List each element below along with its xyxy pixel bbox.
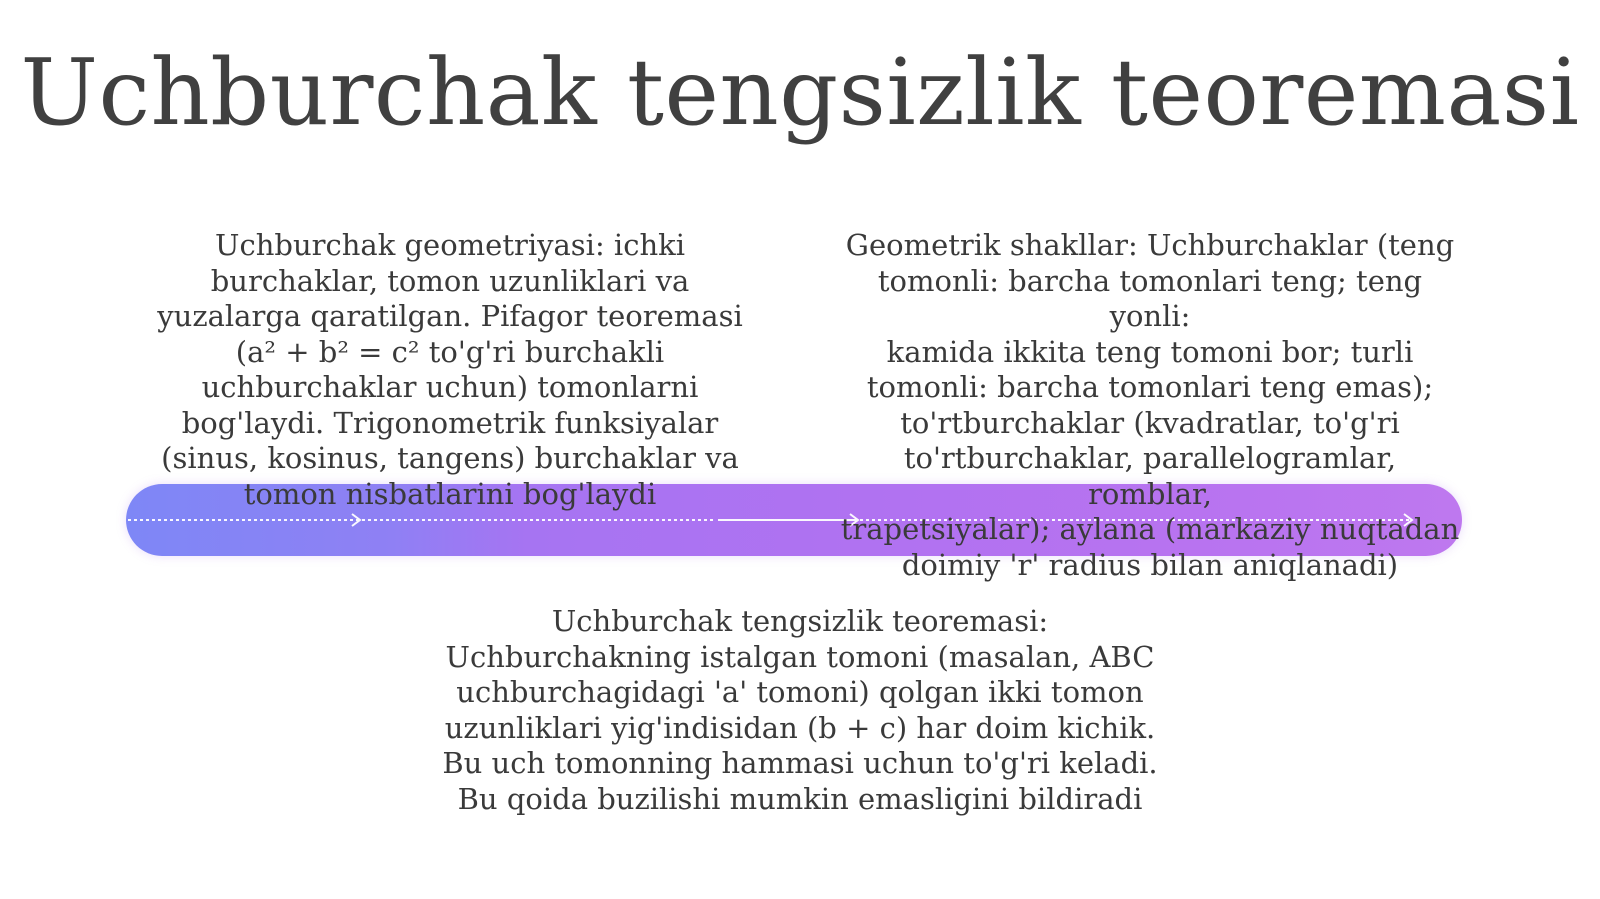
bottom-line: Bu qoida buzilishi mumkin emasligini bildiradi — [457, 781, 1143, 816]
bottom-line: uchburchagidagi 'a' tomoni) qolgan ikki tomon — [456, 675, 1144, 709]
left-line: (sinus, kosinus, tangens) burchaklar va — [161, 441, 739, 475]
left-text-block — [150, 228, 750, 512]
left-line: yuzalarga qaratilgan. Pifagor teoremasi — [157, 299, 743, 333]
left-line: tomon nisbatlarini bog'laydi — [243, 476, 657, 511]
right-line: to'rtburchaklar (kvadratlar, to'g'ri — [900, 405, 1400, 440]
left-line: uchburchaklar uchun) tomonlarni — [201, 370, 699, 404]
bottom-line: Uchburchak tengsizlik teoremasi: — [551, 604, 1049, 638]
right-line: trapetsiyalar); aylana (markaziy nuqtadan — [840, 512, 1460, 546]
bottom-line: Uchburchakning istalgan tomoni (masalan, ABC — [445, 639, 1155, 674]
left-line: bog'laydi. Trigonometrik funksiyalar — [181, 405, 719, 440]
right-text-block — [840, 228, 1460, 583]
left-line: burchaklar, tomon uzunliklari va — [210, 263, 690, 298]
bottom-line: uzunliklari yig'indisidan (b + c) har doim kichik. — [444, 710, 1156, 745]
right-line: to'rtburchaklar, parallelogramlar, romblar, — [903, 441, 1397, 511]
left-line: Uchburchak geometriyasi: ichki — [215, 228, 685, 262]
right-line: kamida ikkita teng tomoni bor; turli — [886, 334, 1414, 369]
right-line: tomonli: barcha tomonlari teng emas); — [866, 370, 1434, 404]
slide-title: Uchburchak tengsizlik teoremasi — [20, 39, 1580, 146]
right-line: tomonli: barcha tomonlari teng; teng yonli: — [877, 263, 1423, 333]
right-line: doimiy 'r' radius bilan aniqlanadi) — [901, 547, 1399, 582]
bottom-line: Bu uch tomonning hammasi uchun to'g'ri keladi. — [442, 746, 1158, 780]
bottom-text-block — [440, 604, 1160, 817]
left-line: (a² + b² = c² to'g'ri burchakli — [235, 334, 665, 369]
right-line: Geometrik shakllar: Uchburchaklar (teng — [845, 228, 1455, 262]
